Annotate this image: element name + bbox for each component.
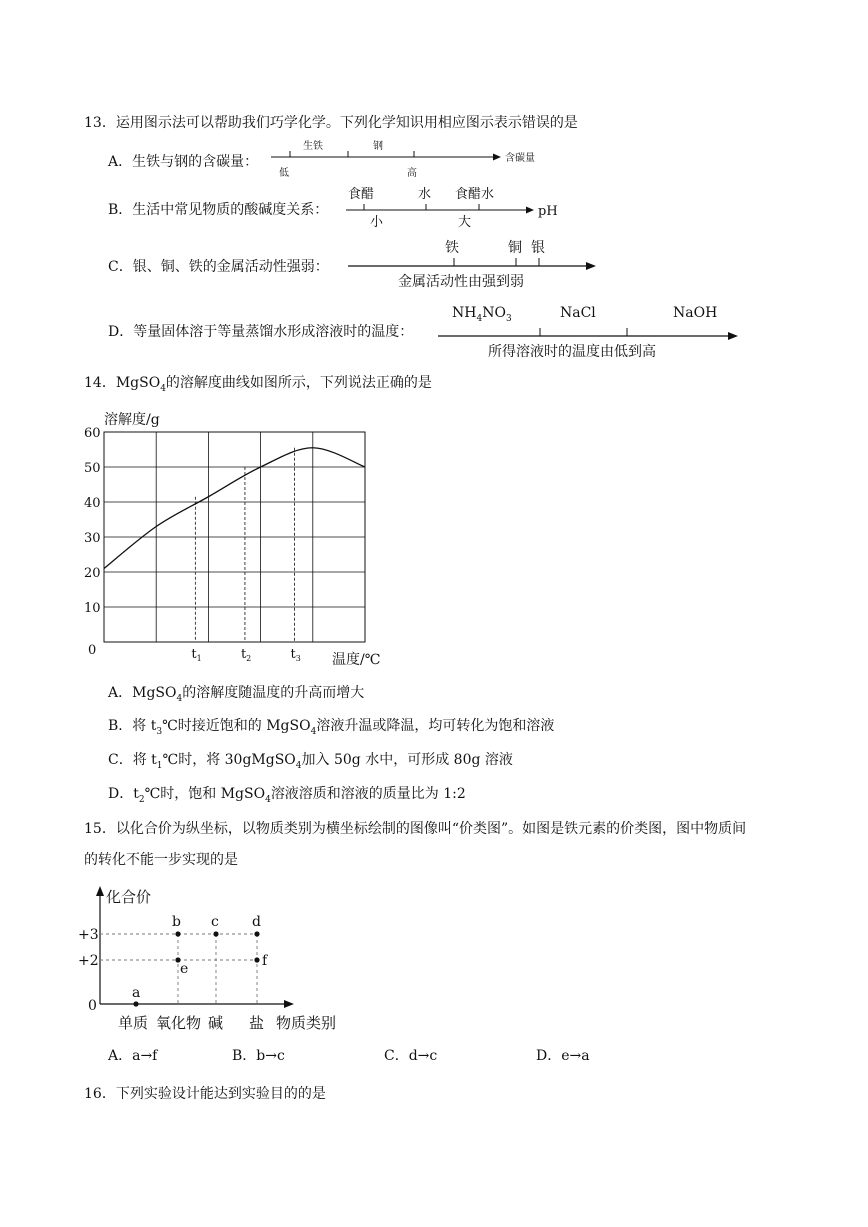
y-tick-label: 30 xyxy=(84,531,101,546)
label-water: 水 xyxy=(418,187,432,202)
arrow-head xyxy=(728,332,738,340)
q13-option-b-label: B．生活中常见物质的酸碱度关系： xyxy=(108,202,329,218)
point-a-label: a xyxy=(132,985,141,1001)
point-c-label: c xyxy=(211,914,219,930)
q13-option-b-diagram xyxy=(342,180,572,230)
chart-ylabel: 溶解度/g xyxy=(104,412,160,428)
label-nacl: NaCl xyxy=(560,305,596,321)
y-arrow-head xyxy=(96,886,104,896)
point-d-label: d xyxy=(252,914,261,930)
q15-option-b: B．b→c xyxy=(232,1048,285,1064)
q15-stem-line1: 15．以化合价为纵坐标，以物质类别为横坐标绘制的图像叫“价类图”。如图是铁元素的价类图，图中物质间 xyxy=(84,821,747,837)
x-tick-label: $t_1$ xyxy=(191,647,202,663)
category-oxide: 氧化物 xyxy=(156,1014,202,1032)
q15-stem-line2: 的转化不能一步实现的是 xyxy=(84,852,238,868)
q13-option-a-label: A．生铁与钢的含碳量： xyxy=(108,154,259,170)
point-e-label: e xyxy=(180,961,189,977)
label-naoh: NaOH xyxy=(673,305,718,321)
point-b-label: b xyxy=(172,914,181,930)
solubility-curve xyxy=(104,448,365,569)
q14-option-c: C．将 $t_1℃$时，将 30gMgSO$_4$加入 50g 水中，可形成 80g 溶液 xyxy=(108,752,513,771)
arrow-head xyxy=(586,262,596,270)
q14-option-d: D．$t_2℃$时，饱和 MgSO$_4$溶液溶质和溶液的质量比为 1:2 xyxy=(108,786,466,805)
x-tick-label: $t_2$ xyxy=(240,647,252,663)
x-arrow-head xyxy=(284,1000,294,1008)
label-high: 高 xyxy=(407,168,417,179)
point-f xyxy=(254,957,259,962)
y-tick-label: 0 xyxy=(88,643,97,658)
q15-option-d: D．e→a xyxy=(536,1048,590,1064)
label-small: 小 xyxy=(370,215,384,230)
x-tick-label: $t_3$ xyxy=(290,647,301,663)
q16-stem: 16．下列实验设计能达到实验目的的是 xyxy=(84,1086,326,1102)
y-tick-label: 40 xyxy=(84,496,101,511)
label-copper: 铜 xyxy=(508,240,522,256)
x-axis-title: 物质类别 xyxy=(276,1014,337,1032)
category-salt: 盐 xyxy=(249,1014,265,1032)
q13-option-c-diagram xyxy=(344,236,604,294)
chart-x-ticks xyxy=(191,647,301,663)
label-vinegar-water: 食醋水 xyxy=(455,187,495,202)
arrow-head xyxy=(526,207,534,214)
y-tick-label: 10 xyxy=(84,601,101,616)
axis-activity: 金属活动性由强到弱 xyxy=(398,274,524,290)
q15-option-a: A．a→f xyxy=(108,1048,158,1064)
arrow-head xyxy=(493,154,501,161)
label-low: 低 xyxy=(279,168,289,179)
chart-xlabel: 温度/℃ xyxy=(332,652,381,668)
label-silver: 银 xyxy=(531,240,545,256)
label-iron: 铁 xyxy=(445,240,459,256)
point-b xyxy=(175,931,180,936)
q13-option-d-label: D．等量固体溶于等量蒸馏水形成溶液时的温度： xyxy=(108,324,414,340)
q14-stem: 14．MgSO$_4$的溶解度曲线如图所示，下列说法正确的是 xyxy=(84,375,432,394)
chart-dashed-guides xyxy=(195,448,294,642)
category-element: 单质 xyxy=(118,1014,149,1032)
axis-ph: pH xyxy=(538,204,558,219)
valence-class-diagram xyxy=(76,880,366,1032)
q13-option-c-label: C．银、铜、铁的金属活动性强弱： xyxy=(108,259,329,275)
label-steel: 钢 xyxy=(373,141,383,152)
q13-option-a-diagram xyxy=(265,138,555,182)
axis-carbon-content: 含碳量 xyxy=(505,153,535,164)
level-plus3: +3 xyxy=(78,927,99,943)
q14-option-b: B．将 $t_3℃$时接近饱和的 MgSO$_4$溶液升温或降温，均可转化为饱和溶液 xyxy=(108,718,555,737)
point-d xyxy=(254,931,259,936)
y-axis-title: 化合价 xyxy=(106,888,152,906)
y-tick-label: 60 xyxy=(84,426,101,441)
point-a xyxy=(133,1001,138,1006)
chart-y-ticks xyxy=(84,426,101,658)
y-tick-label: 50 xyxy=(84,461,101,476)
label-vinegar: 食醋 xyxy=(348,187,375,202)
category-base: 碱 xyxy=(208,1014,224,1032)
label-nh4no3: $NH_4NO_3$ xyxy=(452,305,512,324)
q15-option-c: C．d→c xyxy=(384,1048,438,1064)
level-zero: 0 xyxy=(88,998,97,1014)
axis-temperature: 所得溶液时的温度由低到高 xyxy=(488,344,656,360)
q13-stem: 13．运用图示法可以帮助我们巧学化学。下列化学知识用相应图示表示错误的是 xyxy=(84,115,578,131)
y-tick-label: 20 xyxy=(84,566,101,581)
dashed-guides xyxy=(100,934,257,1004)
q13-option-d-diagram xyxy=(432,298,752,362)
point-f-label: f xyxy=(262,953,268,969)
label-pig-iron: 生铁 xyxy=(303,141,323,152)
q14-option-a: A．MgSO$_4$的溶解度随温度的升高而增大 xyxy=(108,685,365,704)
level-plus2: +2 xyxy=(78,953,99,969)
label-big: 大 xyxy=(458,215,472,230)
solubility-chart xyxy=(78,404,398,668)
point-c xyxy=(213,931,218,936)
